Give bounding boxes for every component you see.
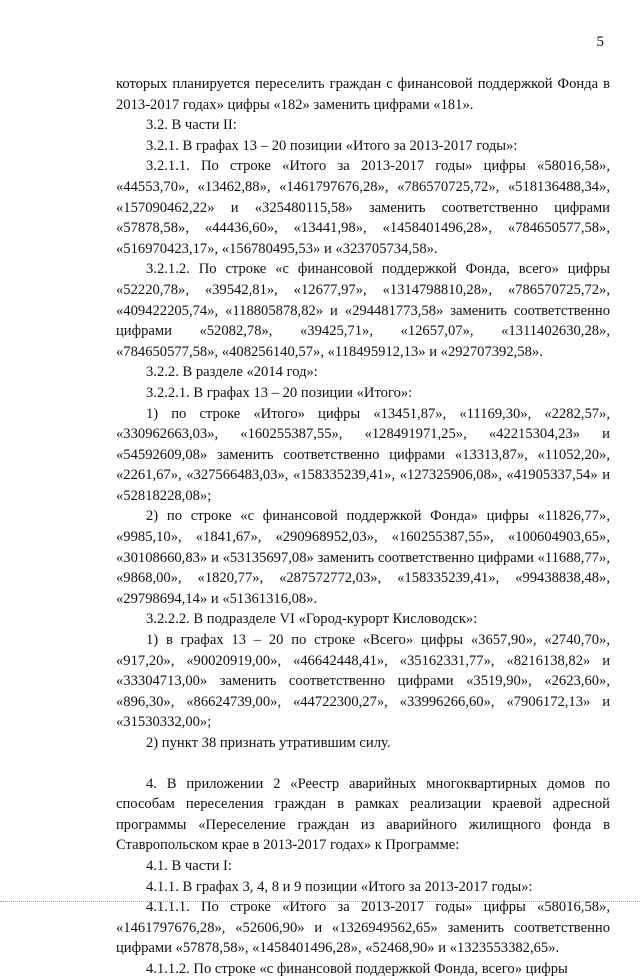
paragraph-item-1-totals: 1) по строке «Итого» цифры «13451,87», «11169,30», «2282,57», «330962663,03», «160255387,55», «128491971,25», «42215304,23» и «54592609,08» заменить соответственно цифрами «13313,87», «11052,20», «2261,67», «327566483,03», «158335239,41», «127325906,08», «41905337,54» и «52818228,08»; [116,405,610,504]
paragraph-4-1-1-2: 4.1.1.2. По строке «с финансовой поддержкой Фонда, всего» цифры [146,960,568,977]
paragraph-item-2-fund: 2) по строке «с финансовой поддержкой Фонда» цифры «11826,77», «9985,10», «1841,67», «290968952,03», «160255387,55», «100604903,65», «30108660,83» и «53135697,08» заменить соответственно цифрами «11688,77», «9868,00», «1820,77», «287572772,03», «158335239,41», «99438838,48», «29798694,14» и «51361316,08». [116,508,610,607]
paragraph-4-1-1-1: 4.1.1.1. По строке «Итого за 2013-2017 годы» цифры «58016,58», «1461797676,28», «52606,90» и «1326949562,65» заменить соответственно цифрами «57878,58», «1458401496,28», «52468,90» и «1323553382,65». [116,899,610,957]
paragraph-item-2-point-38: 2) пункт 38 признать утратившим силу. [146,735,391,751]
paragraph-continuation: которых планируется переселить граждан с финансовой поддержкой Фонда в 2013-2017 годах» цифры «182» заменить цифрами «181». [116,76,610,113]
section-gap [116,754,610,774]
paragraph-4: 4. В приложении 2 «Реестр аварийных многоквартирных домов по способам переселения граждан в рамках реализации краевой адресной программы «Переселение граждан из аварийного жилищного фонда в Ставропольском крае в 2013-2017 годах» к Программе: [116,775,610,854]
page-number: 5 [596,34,604,50]
document-body [116,74,610,980]
paragraph-3-2-1-1: 3.2.1.1. По строке «Итого за 2013-2017 годы» цифры «58016,58», «44553,70», «13462,88», «1461797676,28», «786570725,72», «518136488,34», «157090462,22» и «325480115,58» заменить соответственно цифрами «57878,58», «44436,60», «13441,98», «1458401496,28», «784650577,58», «516970423,17», «156780495,53» и «323705734,58». [116,158,610,257]
paragraph-3-2-1-2: 3.2.1.2. По строке «с финансовой поддержкой Фонда, всего» цифры «52220,78», «39542,81», «12677,97», «1314798810,28», «786570725,72», «409422205,74», «118805878,82» и «294481773,58» заменить соответственно цифрами «52082,78», «39425,71», «12657,07», «1311402630,28», «784650577,58», «408256140,57», «118495912,13» и «292707392,58». [116,261,610,360]
paragraph-item-1-kislovodsk: 1) в графах 13 – 20 по строке «Всего» цифры «3657,90», «2740,70», «917,20», «90020919,00», «46642448,41», «35162331,77», «8216138,82» и «33304713,00» заменить соответственно цифрами «3519,90», «2623,60», «896,30», «86624739,00», «44722300,27», «33996266,60», «7906172,13» и «31530332,00»; [116,632,610,731]
paragraph-4-1: 4.1. В части I: [146,857,232,874]
paragraph-3-2-2-1: 3.2.2.1. В графах 13 – 20 позиции «Итого»: [146,384,413,401]
paragraph-4-1-1: 4.1.1. В графах 3, 4, 8 и 9 позиции «Итого за 2013-2017 годы»: [146,878,533,895]
paragraph-3-2: 3.2. В части II: [146,117,237,134]
scan-edge-line [0,901,640,904]
paragraph-3-2-1: 3.2.1. В графах 13 – 20 позиции «Итого за 2013-2017 годы»: [146,137,518,154]
paragraph-3-2-2: 3.2.2. В разделе «2014 год»: [146,364,318,381]
paragraph-3-2-2-2: 3.2.2.2. В подразделе VI «Город-курорт Кисловодск»: [146,611,478,628]
